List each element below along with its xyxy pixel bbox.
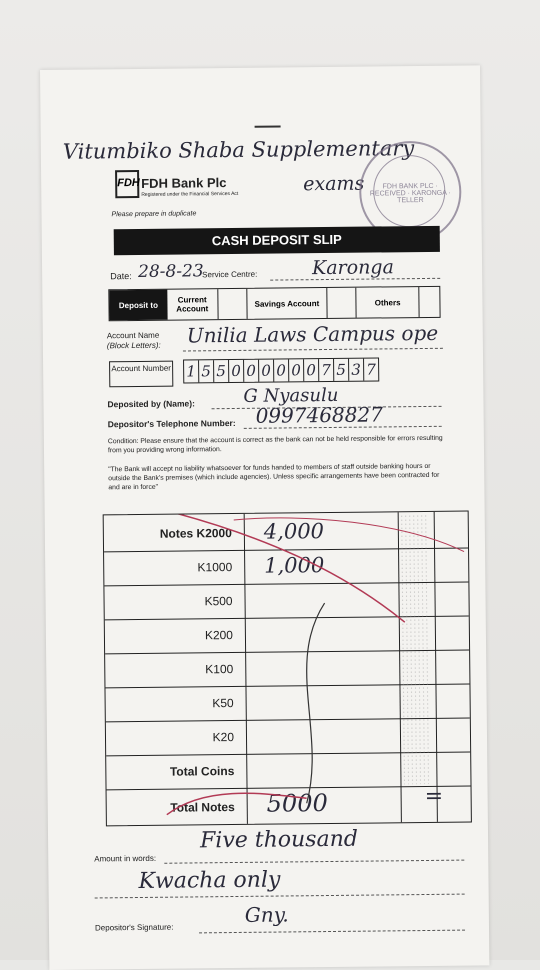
- deposited-by-label: Deposited by (Name):: [107, 398, 195, 410]
- amount-k1000: 1,000: [264, 553, 325, 578]
- account-digit: 1: [184, 360, 199, 382]
- date-label: Date:: [110, 271, 132, 282]
- account-digit: 5: [199, 360, 214, 382]
- handwritten-note-exams: exams: [303, 172, 365, 196]
- denom-k200: K200: [204, 628, 234, 643]
- bank-name: FDH Bank Plc: [141, 175, 227, 191]
- others-checkbox[interactable]: [418, 287, 439, 317]
- phone-value: 0997468827: [255, 402, 384, 428]
- date-value: 28-8-23: [138, 261, 204, 282]
- account-number-label: Account Number: [109, 361, 173, 388]
- savings-account-label: Savings Account: [254, 298, 320, 309]
- depositor-signature: Gny.: [244, 902, 289, 927]
- denom-k50: K50: [212, 696, 234, 711]
- deposit-slip: [40, 65, 489, 970]
- account-digit: 0: [244, 360, 259, 382]
- block-letters-label: (Block Letters):: [106, 340, 161, 351]
- amount-words-label: Amount in words:: [94, 853, 157, 864]
- account-number-boxes: [183, 357, 379, 383]
- stamp-text: FDH BANK PLC · RECEIVED · KARONGA · TELLER: [369, 182, 451, 205]
- account-digit: 5: [334, 359, 349, 381]
- account-digit: 0: [259, 360, 274, 382]
- slip-title: CASH DEPOSIT SLIP: [114, 226, 440, 255]
- red-strike-marks: [104, 512, 471, 826]
- amount-words-line-1: Five thousand: [199, 826, 359, 854]
- top-mark: [255, 125, 281, 127]
- account-digit: 7: [319, 359, 334, 381]
- phone-label: Depositor's Telephone Number:: [107, 417, 236, 430]
- account-digit: 5: [214, 360, 229, 382]
- account-digit: 0: [304, 359, 319, 381]
- signature-label: Depositor's Signature:: [94, 922, 174, 933]
- denomination-table: [103, 511, 472, 827]
- account-digit: 0: [274, 359, 289, 381]
- denom-k1000: K1000: [197, 560, 233, 575]
- service-centre-value: Karonga: [311, 256, 394, 280]
- account-digit: 0: [289, 359, 304, 381]
- fdh-logo: FDH: [115, 170, 139, 198]
- equals-mark: =: [424, 783, 444, 810]
- deposited-by-value: G Nyasulu: [243, 384, 339, 407]
- denom-total-notes: Total Notes: [170, 800, 235, 815]
- denom-k20: K20: [212, 730, 235, 745]
- denom-k100: K100: [205, 662, 234, 677]
- amount-words-line-2: Kwacha only: [138, 867, 281, 895]
- service-centre-label: Service Centre:: [202, 269, 258, 280]
- amount-total-notes: 5000: [266, 789, 328, 818]
- condition-text: Condition: Please ensure that the account is correct as the bank can not be held responsible for errors resulting from you providing wrong information.: [107, 434, 443, 455]
- denom-total-coins: Total Coins: [169, 764, 235, 779]
- current-account-label: Current Account: [176, 295, 209, 314]
- amount-k2000: 4,000: [263, 519, 325, 544]
- savings-account-checkbox[interactable]: [327, 288, 357, 318]
- account-name-value: Unilia Laws Campus ope: [186, 320, 439, 348]
- denom-k500: K500: [204, 594, 233, 609]
- denom-k2000: Notes K2000: [159, 526, 232, 541]
- liability-text: "The Bank will accept no liability whatsoever for funds handed to members of staff outside banking hours or outside the Bank's premises (which include agencies). Unless specific arrangements have been contracted for and are in force": [108, 462, 440, 492]
- account-name-label: Account Name: [106, 330, 160, 341]
- prepare-note: Please prepare in duplicate: [111, 210, 197, 219]
- others-label: Others: [374, 297, 401, 308]
- handwritten-note-name: Vitumbiko Shaba Supplementary: [62, 136, 415, 164]
- current-account-checkbox[interactable]: [217, 289, 247, 319]
- account-digit: 3: [349, 359, 364, 381]
- account-digit: 7: [366, 360, 377, 379]
- account-digit: 0: [229, 360, 244, 382]
- account-type-boxes: [108, 286, 440, 321]
- regulated-text: Registered under the Financial Services Act: [141, 190, 239, 198]
- deposit-to-label: Deposit to: [109, 290, 167, 321]
